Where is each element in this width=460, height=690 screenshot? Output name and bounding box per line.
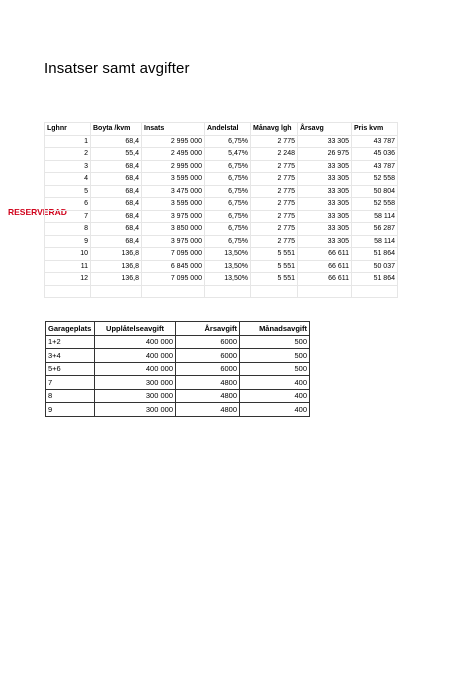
apartment-cell: 6,75%	[205, 198, 251, 211]
apartment-cell: 2 995 000	[142, 160, 205, 173]
page-title: Insatser samt avgifter	[44, 60, 190, 77]
garage-row	[46, 349, 310, 363]
apartment-cell: 136,8	[91, 248, 142, 261]
apartment-cell: 33 305	[298, 235, 352, 248]
apartment-cell: 5 551	[251, 248, 298, 261]
apartment-empty-row	[45, 285, 398, 298]
apartment-cell: 6,75%	[205, 160, 251, 173]
apartment-cell: 6,75%	[205, 173, 251, 186]
garage-cell: 400 000	[95, 335, 176, 349]
apartment-cell: 9	[45, 235, 91, 248]
garage-cell: 400 000	[95, 362, 176, 376]
apartment-cell: 5,47%	[205, 148, 251, 161]
apartment-cell: 68,4	[91, 198, 142, 211]
apartment-cell: 33 305	[298, 185, 352, 198]
col-header-pris-kvm: Pris kvm	[352, 123, 398, 136]
empty-cell	[298, 285, 352, 298]
apartment-row	[45, 148, 398, 161]
apartment-cell: 8	[45, 223, 91, 236]
col-header-arsavgift: Årsavgift	[176, 322, 240, 336]
garage-cell: 4800	[176, 376, 240, 390]
col-header-upplatelseavgift: Upplåtelseavgift	[95, 322, 176, 336]
apartment-cell: 51 864	[352, 273, 398, 286]
apartment-cell: 68,4	[91, 235, 142, 248]
apartment-row	[45, 248, 398, 261]
col-header-andelstal: Andelstal	[205, 123, 251, 136]
garage-cell: 500	[240, 349, 310, 363]
apartment-cell: 2 775	[251, 235, 298, 248]
garage-row	[46, 389, 310, 403]
apartment-cell: 50 804	[352, 185, 398, 198]
apartment-cell: 10	[45, 248, 91, 261]
apartment-cell: 68,4	[91, 135, 142, 148]
apartment-cell: 13,50%	[205, 273, 251, 286]
apartment-cell: 3 975 000	[142, 235, 205, 248]
apartment-cell: 68,4	[91, 210, 142, 223]
garage-cell: 400	[240, 376, 310, 390]
apartment-cell: 4	[45, 173, 91, 186]
garage-cell: 3+4	[46, 349, 95, 363]
col-header-lghnr: Lghnr	[45, 123, 91, 136]
apartment-cell: 68,4	[91, 173, 142, 186]
empty-cell	[205, 285, 251, 298]
apartment-cell: 43 787	[352, 135, 398, 148]
apartment-cell: 136,8	[91, 273, 142, 286]
garage-cell: 6000	[176, 362, 240, 376]
apartment-cell: 136,8	[91, 260, 142, 273]
apartment-cell: 2	[45, 148, 91, 161]
apartment-row	[45, 135, 398, 148]
apartment-cell: 7	[45, 210, 91, 223]
garage-cell: 400 000	[95, 349, 176, 363]
apartment-cell: 52 558	[352, 198, 398, 211]
garage-row	[46, 376, 310, 390]
apartment-cell: 66 611	[298, 273, 352, 286]
apartment-cell: 68,4	[91, 185, 142, 198]
apartment-cell: 58 114	[352, 235, 398, 248]
apartment-cell: 6	[45, 198, 91, 211]
apartment-cell: 3 850 000	[142, 223, 205, 236]
garage-row	[46, 403, 310, 417]
apartment-table	[44, 122, 398, 298]
garage-cell: 9	[46, 403, 95, 417]
garage-header-row	[46, 322, 310, 336]
col-header-arsavg: Årsavg	[298, 123, 352, 136]
garage-cell: 400	[240, 403, 310, 417]
apartment-row	[45, 160, 398, 173]
garage-cell: 500	[240, 362, 310, 376]
col-header-manavg: Månavg lgh	[251, 123, 298, 136]
garage-cell: 300 000	[95, 403, 176, 417]
apartment-cell: 6,75%	[205, 223, 251, 236]
garage-cell: 6000	[176, 349, 240, 363]
garage-cell: 4800	[176, 389, 240, 403]
garage-cell: 400	[240, 389, 310, 403]
apartment-row	[45, 260, 398, 273]
apartment-cell: 6,75%	[205, 135, 251, 148]
apartment-cell: 68,4	[91, 160, 142, 173]
apartment-cell: 33 305	[298, 173, 352, 186]
apartment-cell: 55,4	[91, 148, 142, 161]
apartment-cell: 13,50%	[205, 248, 251, 261]
apartment-cell: 1	[45, 135, 91, 148]
apartment-header-row	[45, 123, 398, 136]
apartment-row	[45, 173, 398, 186]
empty-cell	[251, 285, 298, 298]
apartment-cell: 33 305	[298, 135, 352, 148]
garage-table	[45, 321, 310, 417]
apartment-cell: 56 287	[352, 223, 398, 236]
apartment-cell: 33 305	[298, 198, 352, 211]
apartment-cell: 3 595 000	[142, 198, 205, 211]
apartment-cell: 33 305	[298, 160, 352, 173]
apartment-cell: 68,4	[91, 223, 142, 236]
col-header-manadsavgift: Månadsavgift	[240, 322, 310, 336]
garage-cell: 5+6	[46, 362, 95, 376]
apartment-cell: 2 775	[251, 210, 298, 223]
apartment-cell: 2 995 000	[142, 135, 205, 148]
apartment-row	[45, 235, 398, 248]
apartment-cell: 3 475 000	[142, 185, 205, 198]
apartment-cell: 2 495 000	[142, 148, 205, 161]
empty-cell	[91, 285, 142, 298]
apartment-cell: 13,50%	[205, 260, 251, 273]
apartment-cell: 11	[45, 260, 91, 273]
col-header-boyta: Boyta /kvm	[91, 123, 142, 136]
garage-cell: 1+2	[46, 335, 95, 349]
apartment-cell: 50 037	[352, 260, 398, 273]
col-header-garageplats: Garageplats	[46, 322, 95, 336]
apartment-cell: 66 611	[298, 248, 352, 261]
apartment-cell: 3 975 000	[142, 210, 205, 223]
garage-cell: 300 000	[95, 376, 176, 390]
garage-cell: 500	[240, 335, 310, 349]
apartment-cell: 2 775	[251, 198, 298, 211]
apartment-cell: 2 248	[251, 148, 298, 161]
garage-cell: 6000	[176, 335, 240, 349]
apartment-cell: 5 551	[251, 273, 298, 286]
apartment-cell: 2 775	[251, 173, 298, 186]
apartment-cell: 12	[45, 273, 91, 286]
apartment-cell: 51 864	[352, 248, 398, 261]
apartment-cell: 6,75%	[205, 235, 251, 248]
apartment-cell: 5	[45, 185, 91, 198]
apartment-cell: 45 036	[352, 148, 398, 161]
garage-row	[46, 362, 310, 376]
apartment-row	[45, 273, 398, 286]
apartment-cell: 3 595 000	[142, 173, 205, 186]
apartment-cell: 66 611	[298, 260, 352, 273]
reserved-label: RESERVERAD	[8, 207, 67, 217]
apartment-cell: 58 114	[352, 210, 398, 223]
apartment-cell: 2 775	[251, 223, 298, 236]
garage-row	[46, 335, 310, 349]
empty-cell	[142, 285, 205, 298]
apartment-row	[45, 198, 398, 211]
apartment-cell: 7 095 000	[142, 273, 205, 286]
garage-cell: 300 000	[95, 389, 176, 403]
garage-cell: 4800	[176, 403, 240, 417]
apartment-cell: 3	[45, 160, 91, 173]
apartment-cell: 2 775	[251, 185, 298, 198]
empty-cell	[45, 285, 91, 298]
apartment-row	[45, 223, 398, 236]
apartment-cell: 52 558	[352, 173, 398, 186]
garage-cell: 7	[46, 376, 95, 390]
apartment-cell: 43 787	[352, 160, 398, 173]
garage-cell: 8	[46, 389, 95, 403]
apartment-cell: 26 975	[298, 148, 352, 161]
apartment-cell: 6,75%	[205, 185, 251, 198]
apartment-cell: 2 775	[251, 135, 298, 148]
apartment-cell: 6 845 000	[142, 260, 205, 273]
apartment-row	[45, 185, 398, 198]
apartment-cell: 33 305	[298, 223, 352, 236]
apartment-cell: 2 775	[251, 160, 298, 173]
col-header-insats: Insats	[142, 123, 205, 136]
apartment-cell: 5 551	[251, 260, 298, 273]
apartment-cell: 33 305	[298, 210, 352, 223]
apartment-cell: 7 095 000	[142, 248, 205, 261]
apartment-cell: 6,75%	[205, 210, 251, 223]
apartment-row	[45, 210, 398, 223]
empty-cell	[352, 285, 398, 298]
